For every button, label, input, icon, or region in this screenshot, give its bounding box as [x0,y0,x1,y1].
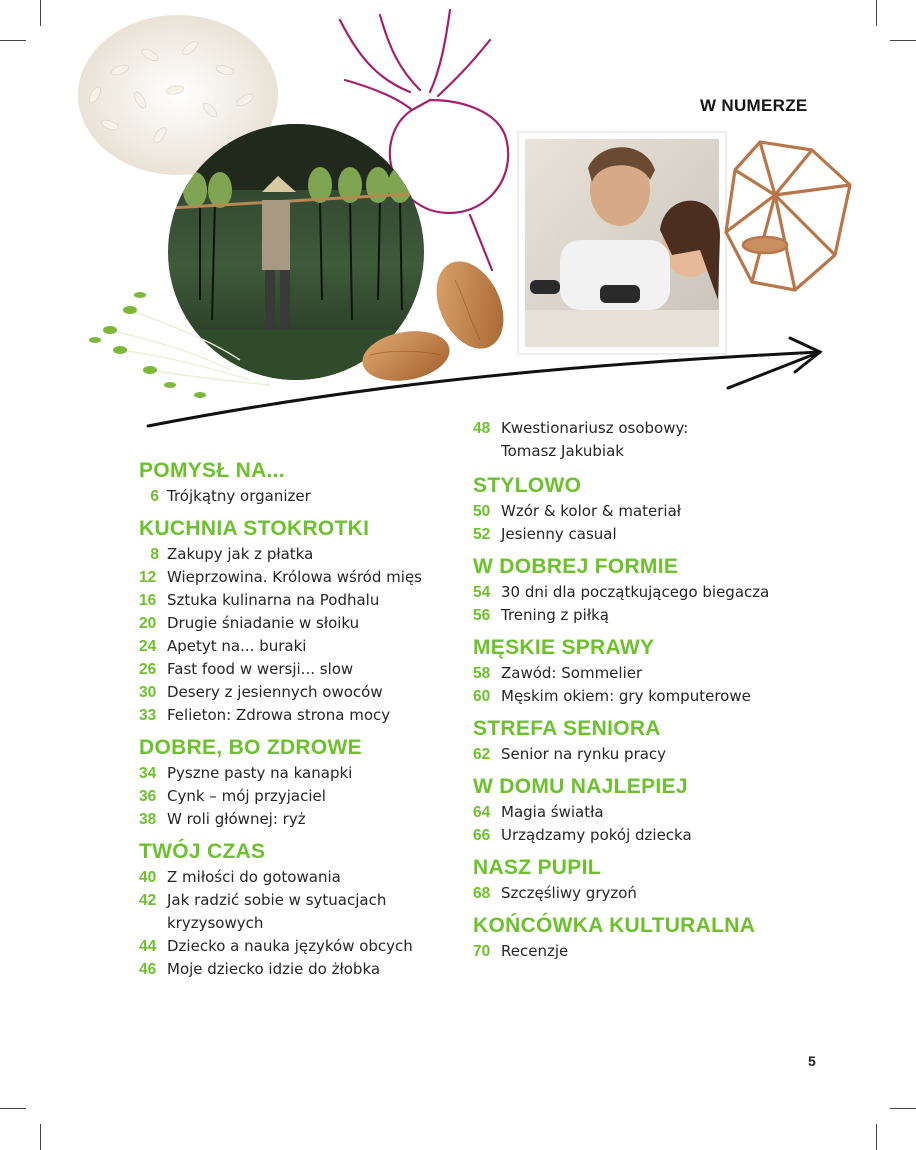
toc-entry[interactable] [139,704,459,727]
toc-right-column [473,417,873,963]
section-header: W NUMERZE [700,96,808,115]
section-title: TWÓJ CZAS [139,840,266,863]
toc-section [473,855,873,905]
entry-title: Recenzje [501,942,569,960]
toc-section [473,913,873,963]
toc-section [473,774,873,847]
page-number-ref: 50 [473,503,491,520]
toc-entry[interactable] [139,866,459,889]
toc-section [473,635,873,708]
toc-entry[interactable] [139,889,459,912]
entry-title: Desery z jesiennych owoców [167,683,383,701]
entry-title: Trening z piłką [501,606,609,624]
entry-title: Wieprzowina. Królowa wśród mięs [167,568,422,586]
page-number: 5 [808,1053,816,1069]
toc-entry[interactable] [473,417,873,440]
toc-entry[interactable] [473,940,873,963]
toc-section [139,516,459,727]
toc-entry[interactable] [473,743,873,766]
toc-entry-continuation [139,912,459,935]
entry-title: W roli głównej: ryż [167,810,306,828]
toc-entry[interactable] [139,589,459,612]
entry-title: Jak radzić sobie w sytuacjach [167,891,387,909]
toc-left-column [139,458,459,981]
toc-section [473,417,873,463]
page-number-ref: 20 [139,615,157,632]
page-number-ref: 54 [473,584,491,601]
toc-entry[interactable] [139,958,459,981]
toc-entry-continuation [473,440,873,463]
page-number-ref: 44 [139,938,157,955]
entry-title: Sztuka kulinarna na Podhalu [167,591,380,609]
toc-entry[interactable] [139,785,459,808]
page-number-ref: 26 [139,661,157,678]
toc-entry[interactable] [473,882,873,905]
page-number-ref: 16 [139,592,157,609]
page-number-ref: 33 [139,707,157,724]
toc-entry[interactable] [139,566,459,589]
toc-entry[interactable] [473,824,873,847]
section-title: W DOBREJ FORMIE [473,555,679,578]
toc-section [473,554,873,627]
toc-entry[interactable] [139,612,459,635]
crop-mark [0,1108,26,1109]
section-title: STYLOWO [473,474,582,497]
page-number-ref: 52 [473,526,491,543]
entry-title: Męskim okiem: gry komputerowe [501,687,751,705]
entry-title: Moje dziecko idzie do żłobka [167,960,381,978]
section-title: KUCHNIA STOKROTKI [139,517,370,540]
page-number-ref: 56 [473,607,491,624]
entry-title: Kwestionariusz osobowy: [501,419,689,437]
toc-entry[interactable] [139,658,459,681]
entry-title: Dziecko a nauka języków obcych [167,937,413,955]
toc-entry[interactable] [139,808,459,831]
page-number-ref: 24 [139,638,157,655]
entry-title: Cynk – mój przyjaciel [167,787,326,805]
page-number-ref: 62 [473,746,491,763]
page-number-ref: 38 [139,811,157,828]
page-number-ref: 42 [139,892,157,909]
crop-mark [890,1108,916,1109]
entry-title: Drugie śniadanie w słoiku [167,614,360,632]
crop-mark [40,1124,41,1150]
entry-title: Magia światła [501,803,604,821]
page-number-ref: 58 [473,665,491,682]
entry-title: Wzór & kolor & materiał [501,502,682,520]
entry-title-line2: Tomasz Jakubiak [501,442,624,460]
page-number-ref: 30 [139,684,157,701]
section-title: STREFA SENIORA [473,717,661,740]
toc-entry[interactable] [473,685,873,708]
page-number-ref: 12 [139,569,157,586]
entry-title: Pyszne pasty na kanapki [167,764,353,782]
toc-entry[interactable] [473,801,873,824]
page-number-ref: 64 [473,804,491,821]
gamers-photo [518,132,726,354]
section-title: POMYSŁ NA... [139,459,285,482]
section-title: W DOMU NAJLEPIEJ [473,775,688,798]
crop-mark [876,1124,877,1150]
entry-title-line2: kryzysowych [167,914,264,932]
section-title: KOŃCÓWKA KULTURALNA [473,914,756,937]
entry-title: Jesienny casual [501,525,617,543]
page-number-ref: 46 [139,961,157,978]
entry-title: Fast food w wersji... slow [167,660,354,678]
entry-title: Urządzamy pokój dziecka [501,826,692,844]
toc-entry[interactable] [139,485,459,508]
entry-title: Felieton: Zdrowa strona mocy [167,706,391,724]
toc-entry[interactable] [473,662,873,685]
header-artwork [0,0,916,440]
section-title: DOBRE, BO ZDROWE [139,736,362,759]
toc-entry[interactable] [139,762,459,785]
toc-section [139,735,459,831]
page-number-ref: 34 [139,765,157,782]
toc-entry[interactable] [139,935,459,958]
entry-title: Trójkątny organizer [167,487,311,505]
entry-title: 30 dni dla początkującego biegacza [501,583,770,601]
toc-entry[interactable] [139,635,459,658]
toc-entry[interactable] [139,543,459,566]
entry-title: Z miłości do gotowania [167,868,341,886]
entry-title: Senior na rynku pracy [501,745,667,763]
toc-entry[interactable] [473,581,873,604]
page-number-ref: 6 [150,488,159,505]
page-number-ref: 60 [473,688,491,705]
toc-entry[interactable] [473,523,873,546]
toc-section [473,473,873,546]
section-title: MĘSKIE SPRAWY [473,636,655,659]
toc-entry[interactable] [139,681,459,704]
entry-title: Zawód: Sommelier [501,664,643,682]
page-number-ref: 70 [473,943,491,960]
page-number-ref: 36 [139,788,157,805]
entry-title: Zakupy jak z płatka [167,545,314,563]
entry-title: Szczęśliwy gryzoń [501,884,637,902]
entry-title: Apetyt na... buraki [167,637,307,655]
toc-section [139,839,459,981]
page-number-ref: 8 [150,546,159,563]
toc-section [473,716,873,766]
toc-section [139,458,459,508]
page-number-ref: 40 [139,869,157,886]
toc-entry[interactable] [473,604,873,627]
copper-lantern-icon [726,142,850,290]
toc-entry[interactable] [473,500,873,523]
page-number-ref: 48 [473,420,491,437]
page-number-ref: 68 [473,885,491,902]
page-number-ref: 66 [473,827,491,844]
section-title: NASZ PUPIL [473,856,601,879]
